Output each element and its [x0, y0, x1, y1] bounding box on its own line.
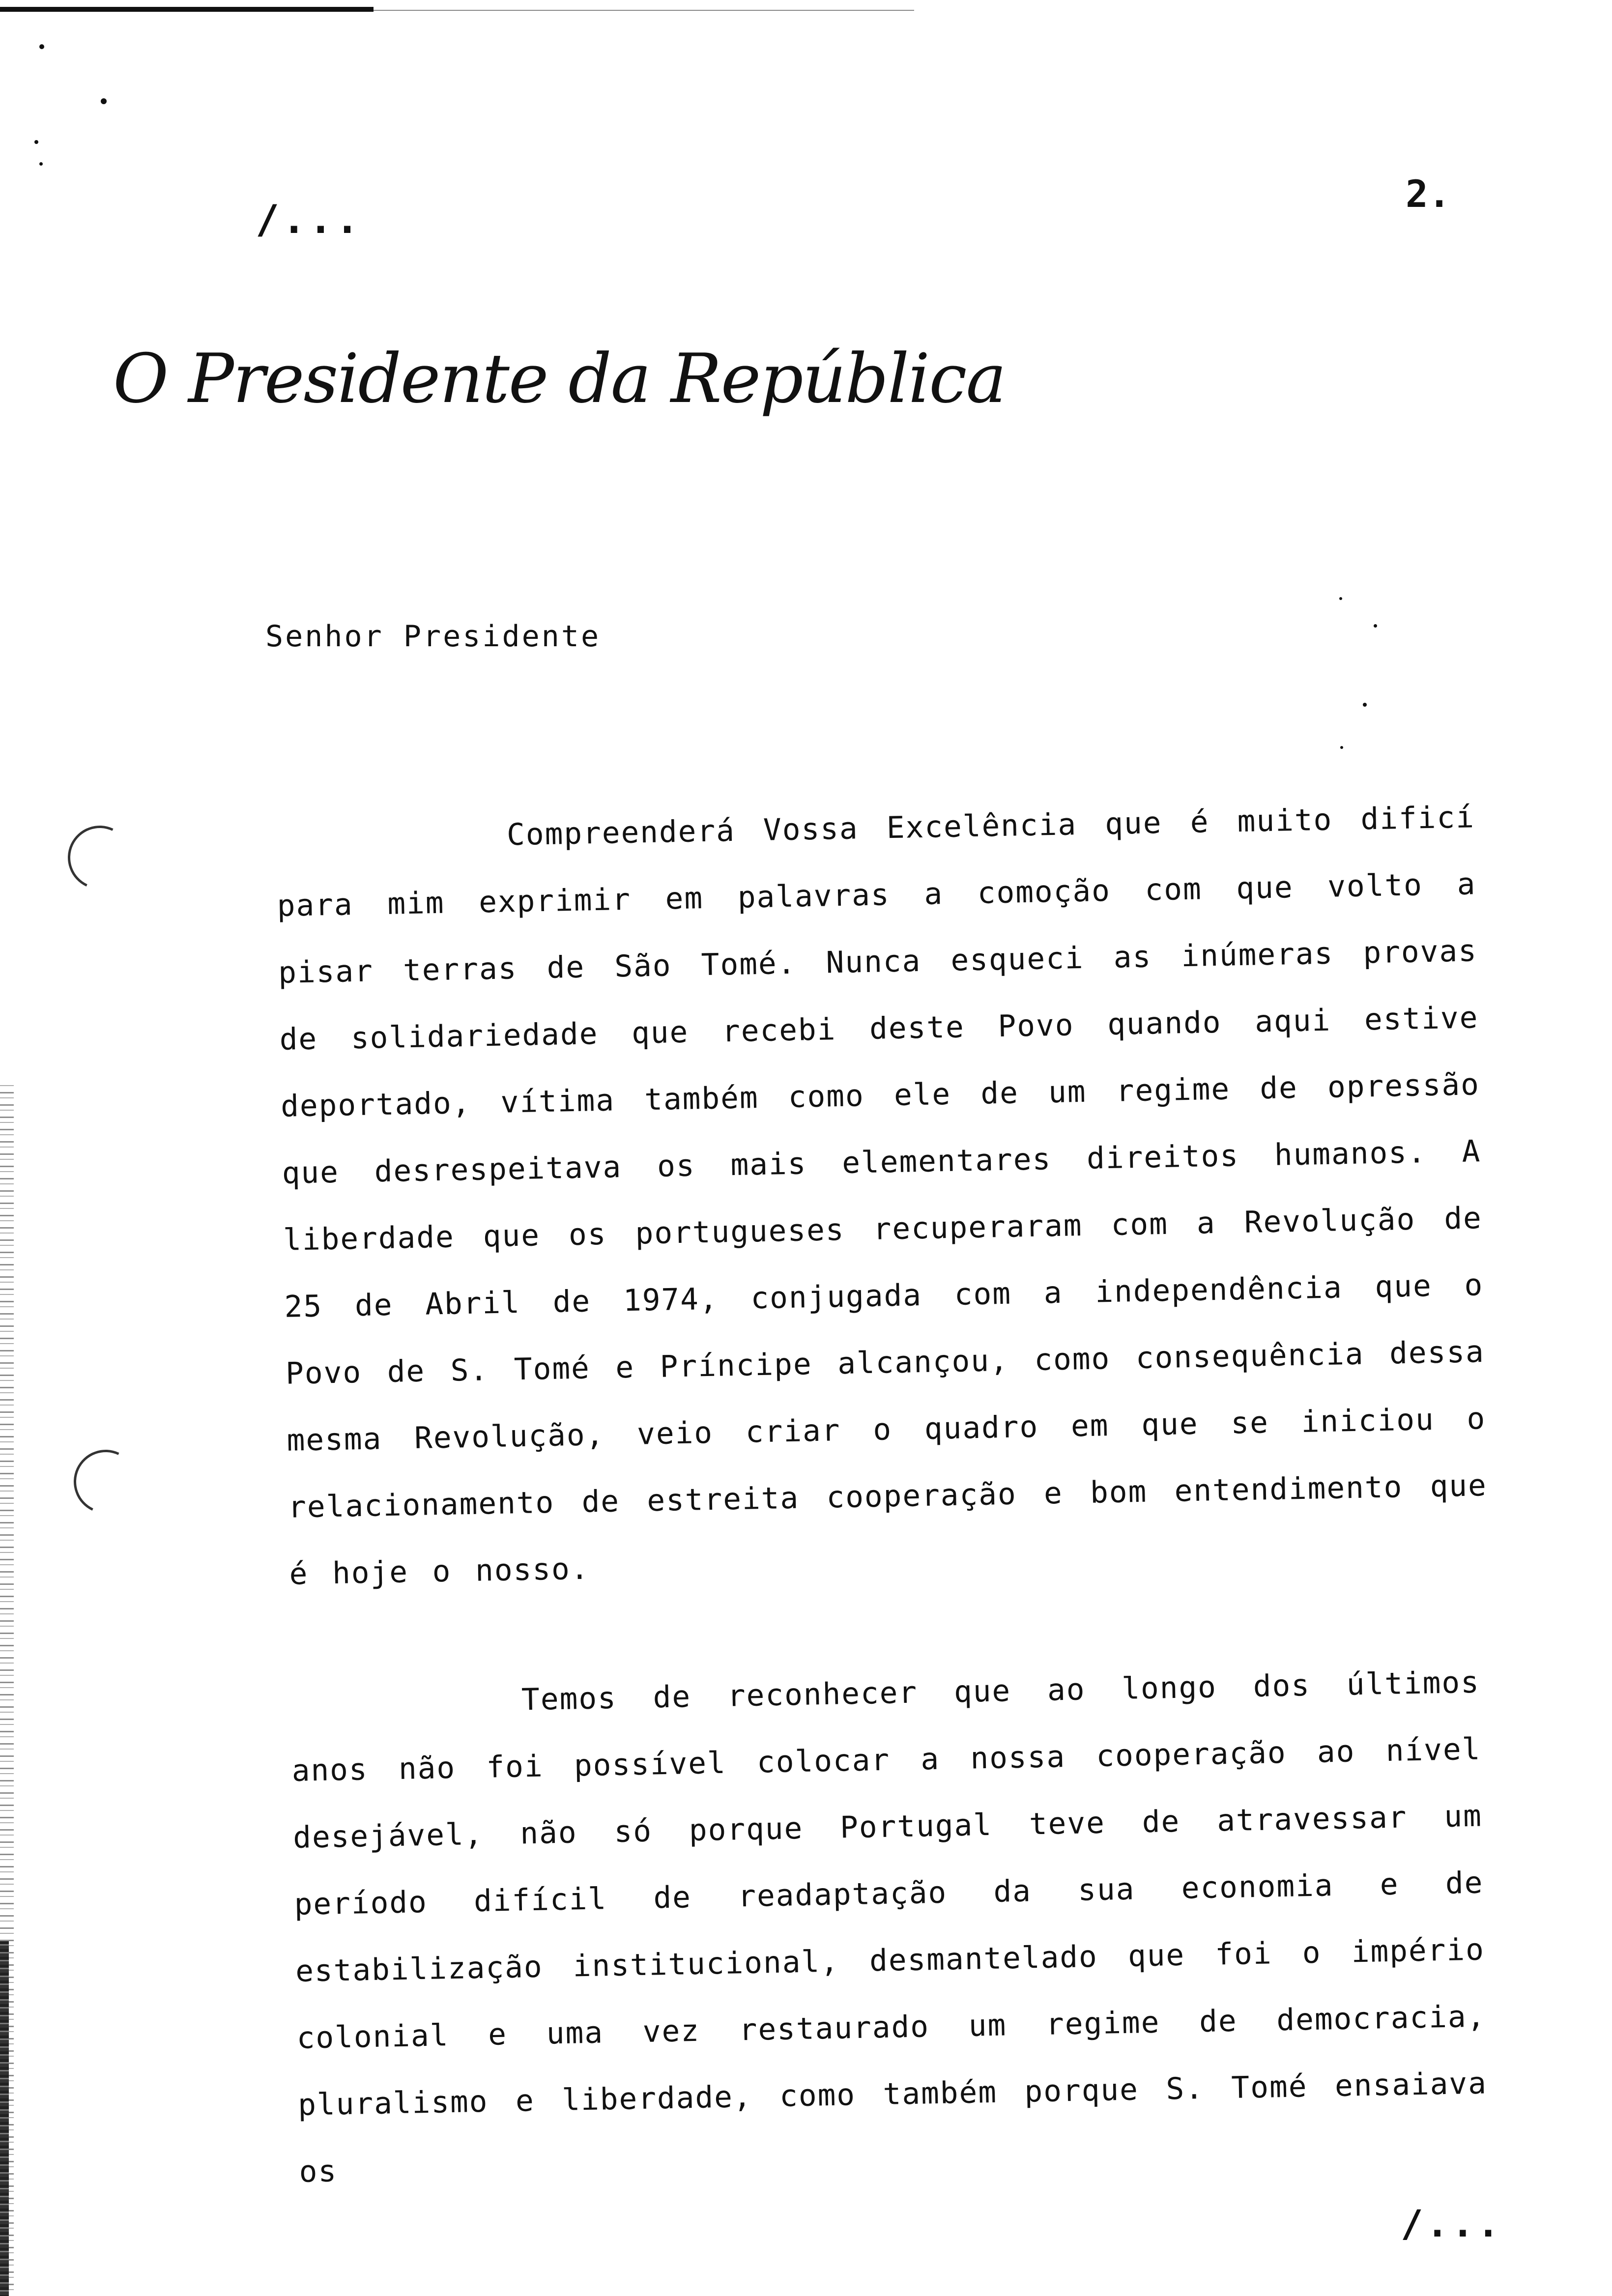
scan-speck — [1340, 746, 1343, 749]
continuation-marker-top: /... — [256, 197, 362, 242]
page-number: 2. — [1406, 172, 1451, 216]
scan-speck — [101, 98, 107, 104]
scan-speck — [1339, 597, 1342, 600]
scan-speck — [39, 162, 43, 166]
scan-speck — [39, 44, 44, 49]
body-paragraph: Compreenderá Vossa Excelência que é muito dificí para mim exprimir em palavras a comoção com que volto a pisar terras de São Tomé. Nunca esqueci as inúmeras provas de solidariedade que recebi deste Povo quando aqui estive deportado, vítima também como ele de um regime de opressão que desrespeitava os mais elementares direitos humanos. A liberdade que os portugueses recuperaram com a Revolução de 25 de Abril de 1974, conjugada com a independência que o Povo de S. Tomé e Príncipe alcançou, como consequência dessa mesma Revolução, veio criar o quadro em que se iniciou o relacionamento de estreita cooperação e bom entendimento que é hoje o nosso. — [277, 800, 1488, 1592]
salutation: Senhor Presidente — [265, 619, 601, 654]
scan-speck — [34, 140, 38, 144]
punch-hole-mark — [65, 1441, 147, 1523]
continuation-marker-bottom: /... — [1401, 2202, 1503, 2245]
scan-edge-binding — [0, 1941, 9, 2296]
letterhead-title: O Presidente da República — [113, 339, 1006, 418]
scan-speck — [1363, 703, 1367, 707]
punch-hole-mark — [59, 817, 141, 899]
scan-speck — [1374, 624, 1377, 628]
top-border-rule — [0, 7, 374, 12]
top-border-rule-thin — [374, 10, 914, 11]
body-paragraph: Temos de reconhecer que ao longo dos últimos anos não foi possível colocar a nossa cooperação ao nível desejável, não só porque Portugal teve de atravessar um período difícil de readaptação da sua economia e de estabilização institucional, desmantelado que foi o império colonial e uma vez restaurado um regime de democracia, pluralismo e liberdade, como também porque S. Tomé ensaiava os — [291, 1665, 1488, 2189]
